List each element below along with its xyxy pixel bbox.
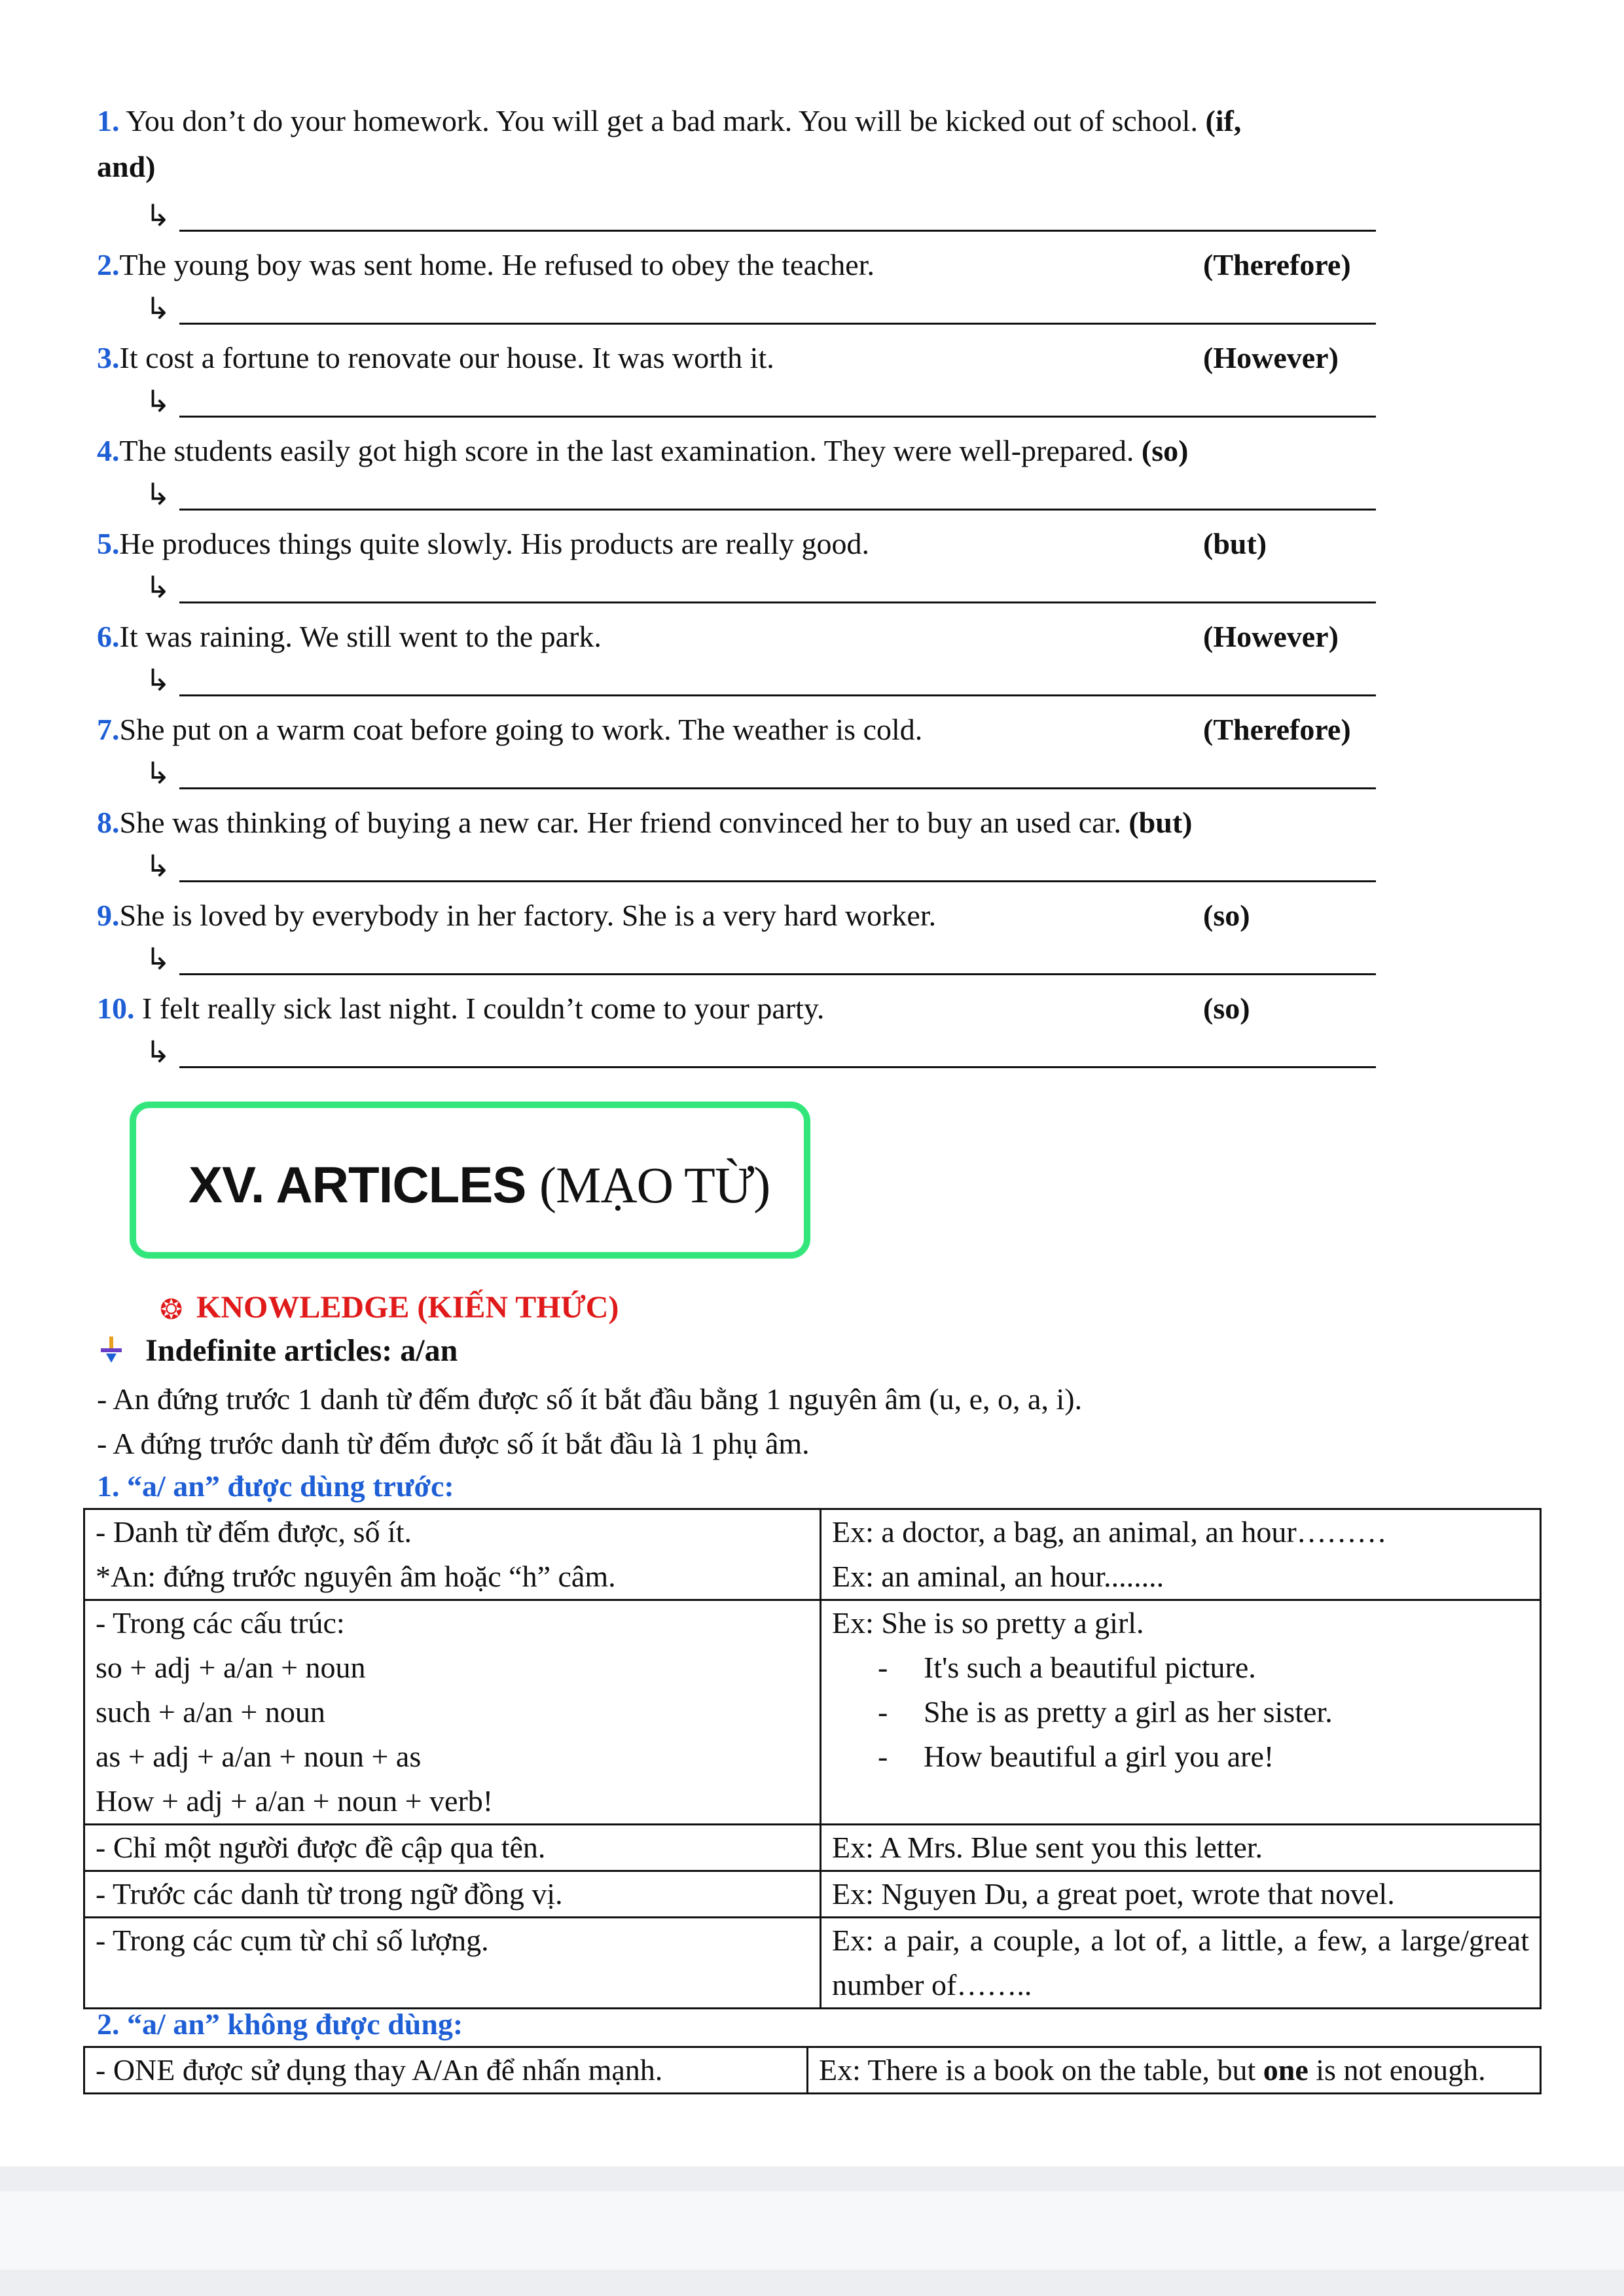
exercise-4 [97, 428, 1406, 474]
table-cell [84, 1509, 821, 1600]
exercise-5 [97, 521, 1406, 567]
exercise-text: She was thinking of buying a new car. Her friend convinced her to buy an used car. [119, 806, 1121, 839]
answer-underline [179, 323, 1376, 325]
rule-line-an: - An đứng trước 1 danh từ đếm được số ít bắt đầu bằng 1 nguyên âm (u, e, o, a, i). [97, 1382, 1083, 1416]
subheading-not-used: 2. “a/ an” không được dùng: [97, 2007, 463, 2041]
list-item: - She is as pretty a girl as her sister. [878, 1695, 1333, 1729]
table-row [84, 2047, 1541, 2094]
rule-line-a: - A đứng trước danh từ đếm được số ít bắt đầu là 1 phụ âm. [97, 1427, 810, 1460]
list-item: - How beautiful a girl you are! [878, 1740, 1274, 1773]
exercise-keyword: (Therefore) [1203, 248, 1351, 281]
page-footer-band [0, 2166, 1624, 2296]
answer-underline [179, 1066, 1376, 1068]
exercise-text: The young boy was sent home. He refused to obey the teacher. [119, 248, 875, 281]
exercise-number: 1. [97, 104, 120, 137]
answer-underline [179, 416, 1376, 418]
answer-line-6[interactable] [145, 660, 1376, 706]
exercise-keyword: (However) [1203, 620, 1339, 653]
table-cell: - Chỉ một người được đề cập qua tên. [84, 1825, 821, 1871]
table-cell: Ex: A Mrs. Blue sent you this letter. [821, 1825, 1541, 1871]
exercise-number: 2. [97, 248, 120, 281]
section-title-vn: (MẠO TỪ) [539, 1157, 770, 1213]
usage-table [83, 1508, 1542, 2009]
answer-underline [179, 973, 1376, 975]
table-row [84, 1509, 1541, 1600]
exercise-number: 5. [97, 527, 120, 560]
table-cell: Ex: a pair, a couple, a lot of, a little, a few, a large/great number of…….. [821, 1918, 1541, 2009]
exercise-keyword: (However) [1203, 341, 1339, 374]
footer-strip [0, 2191, 1624, 2270]
exercise-keyword: (so) [1203, 899, 1250, 932]
indefinite-articles-heading: Indefinite articles: a/an [145, 1333, 458, 1368]
exercise-number: 3. [97, 341, 120, 374]
exercise-text: She is loved by everybody in her factory. She is a very hard worker. [119, 899, 937, 932]
table-cell [821, 1600, 1541, 1825]
answer-underline [179, 509, 1376, 511]
answer-arrow-icon: ↳ [145, 476, 171, 512]
section-title [189, 1155, 770, 1215]
answer-line-7[interactable] [145, 753, 1376, 798]
answer-underline [179, 601, 1376, 603]
exercise-text: It was raining. We still went to the park. [119, 620, 602, 653]
plus-arrow-icon [98, 1335, 124, 1364]
table-cell: - Trước các danh từ trong ngữ đồng vị. [84, 1871, 821, 1918]
exercise-keyword: (but) [1128, 806, 1193, 839]
table-cell [821, 1509, 1541, 1600]
not-used-table [83, 2046, 1542, 2094]
table-cell: Ex: Nguyen Du, a great poet, wrote that novel. [821, 1871, 1541, 1918]
cell-line: - Trong các cấu trúc: [96, 1606, 345, 1640]
answer-line-2[interactable] [145, 288, 1376, 334]
table-row [84, 1600, 1541, 1825]
answer-arrow-icon: ↳ [145, 1034, 171, 1069]
answer-underline [179, 230, 1376, 232]
cell-line: such + a/an + noun [96, 1695, 325, 1729]
cell-line: Ex: She is so pretty a girl. [832, 1606, 1144, 1640]
answer-line-9[interactable] [145, 939, 1376, 984]
section-title-main: XV. ARTICLES [189, 1156, 540, 1213]
answer-underline [179, 694, 1376, 696]
exercise-keyword-cont: and) [97, 150, 156, 183]
answer-line-3[interactable] [145, 381, 1376, 427]
cell-line: so + adj + a/an + noun [96, 1651, 366, 1684]
exercise-text: You don’t do your homework. You will get a bad mark. You will be kicked out of school. [119, 104, 1198, 137]
answer-line-10[interactable] [145, 1031, 1376, 1077]
answer-line-5[interactable] [145, 567, 1376, 613]
answer-underline [179, 787, 1376, 789]
exercise-number: 6. [97, 620, 120, 653]
exercise-3 [97, 335, 1406, 381]
section-title-box [130, 1102, 810, 1259]
cell-line: *An: đứng trước nguyên âm hoặc “h” câm. [96, 1560, 616, 1593]
exercise-number: 10. [97, 992, 135, 1025]
exercise-text: He produces things quite slowly. His products are really good. [119, 527, 870, 560]
answer-underline [179, 880, 1376, 882]
cell-line: Ex: a doctor, a bag, an animal, an hour……… [832, 1515, 1387, 1549]
exercise-number: 4. [97, 434, 120, 467]
exercise-6 [97, 614, 1406, 660]
exercise-number: 9. [97, 899, 120, 932]
exercise-number: 7. [97, 713, 120, 746]
exercise-number: 8. [97, 806, 120, 839]
table-row [84, 1918, 1541, 2009]
answer-line-1[interactable] [145, 195, 1376, 241]
exercise-1 [97, 98, 1406, 190]
table-row [84, 1871, 1541, 1918]
cell-line: Ex: an aminal, an hour........ [832, 1560, 1164, 1593]
subheading-used-before: 1. “a/ an” được dùng trước: [97, 1469, 454, 1503]
table-cell: Ex: There is a book on the table, but one is not enough. [808, 2047, 1541, 2094]
table-cell: - Trong các cụm từ chỉ số lượng. [84, 1918, 821, 2009]
cell-line: as + adj + a/an + noun + as [96, 1740, 422, 1773]
exercise-keyword: (so) [1203, 992, 1250, 1025]
answer-line-8[interactable] [145, 846, 1376, 891]
exercise-keyword: (if, [1205, 104, 1242, 137]
exercise-2 [97, 242, 1406, 288]
exercise-7 [97, 707, 1406, 753]
table-cell: - ONE được sử dụng thay A/An để nhấn mạnh. [84, 2047, 808, 2094]
table-cell [84, 1600, 821, 1825]
exercise-8 [97, 800, 1406, 846]
exercise-text: The students easily got high score in the last examination. They were well-prepared. [119, 434, 1134, 467]
flower-bullet-icon: ❂ [160, 1293, 183, 1325]
cell-line: How + adj + a/an + noun + verb! [96, 1784, 494, 1818]
cell-line: - Danh từ đếm được, số ít. [96, 1515, 412, 1549]
answer-arrow-icon: ↳ [145, 662, 171, 698]
exercise-text: I felt really sick last night. I couldn’t come to your party. [134, 992, 825, 1025]
answer-arrow-icon: ↳ [145, 291, 171, 326]
answer-arrow-icon: ↳ [145, 848, 171, 884]
exercise-text: It cost a fortune to renovate our house. It was worth it. [119, 341, 774, 374]
table-row [84, 1825, 1541, 1871]
answer-arrow-icon: ↳ [145, 198, 171, 233]
knowledge-heading: KNOWLEDGE (KIẾN THỨC) [196, 1290, 619, 1325]
answer-line-4[interactable] [145, 474, 1376, 520]
exercise-text: She put on a warm coat before going to work. The weather is cold. [119, 713, 923, 746]
answer-arrow-icon: ↳ [145, 569, 171, 605]
answer-arrow-icon: ↳ [145, 941, 171, 977]
answer-arrow-icon: ↳ [145, 384, 171, 419]
exercise-10 [97, 986, 1406, 1031]
exercise-keyword: (Therefore) [1203, 713, 1351, 746]
exercise-keyword: (so) [1141, 434, 1189, 467]
list-item: - It's such a beautiful picture. [878, 1651, 1256, 1684]
exercise-keyword: (but) [1203, 527, 1267, 560]
answer-arrow-icon: ↳ [145, 755, 171, 791]
exercise-9 [97, 893, 1406, 939]
